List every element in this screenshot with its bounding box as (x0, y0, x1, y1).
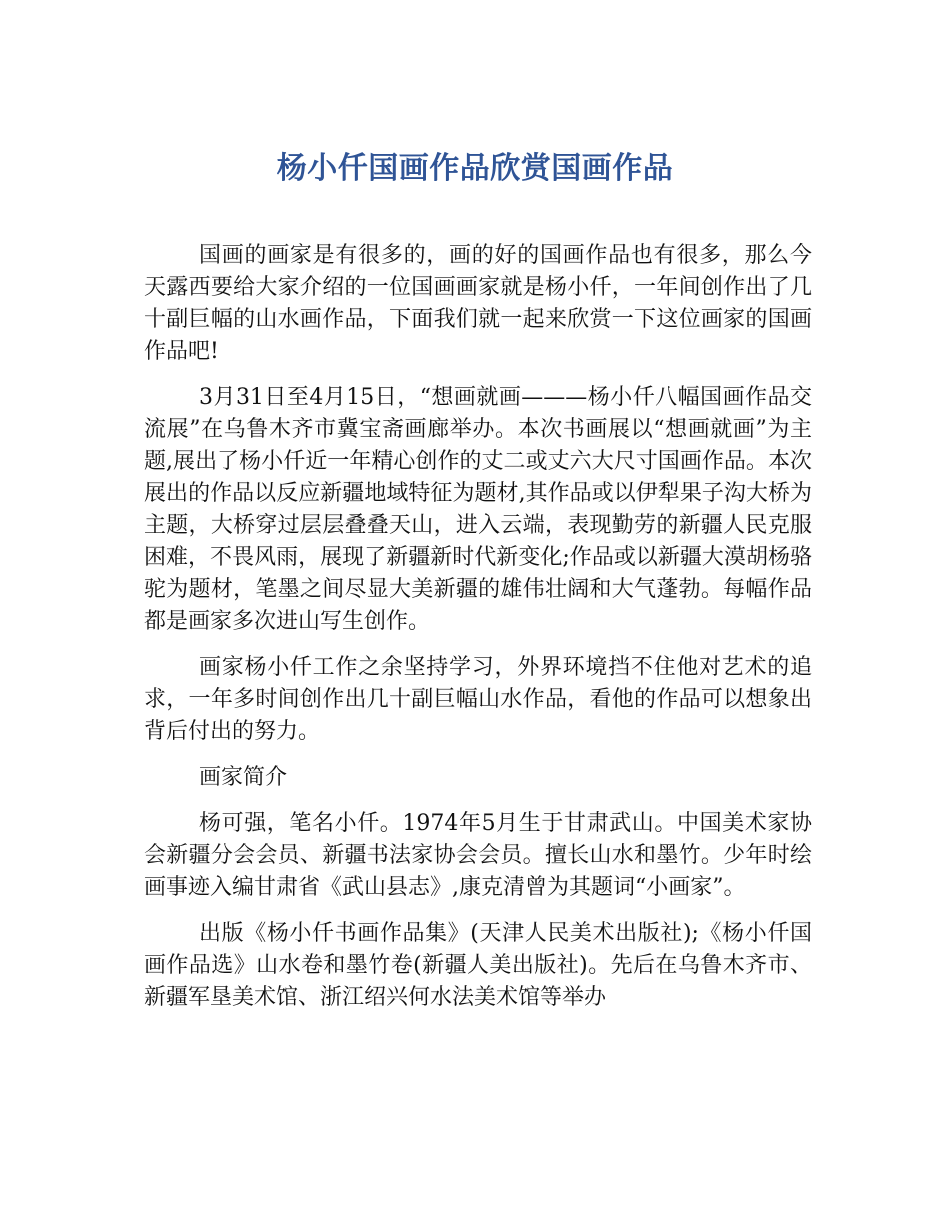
paragraph-exhibition: 3月31日至4月15日，“想画就画———杨小仟八幅国画作品交流展”在乌鲁木齐市冀宝斋画廊举办。本次书画展以“想画就画”为主题,展出了杨小仟近一年精心创作的丈二或丈六大尺寸国画作品。本次展出的作品以反应新疆地域特征为题材,其作品或以伊犁果子沟大桥为主题，大桥穿过层层叠叠天山，进入云端，表现勤劳的新疆人民克服困难，不畏风雨，展现了新疆新时代新变化;作品或以新疆大漠胡杨骆驼为题材，笔墨之间尽显大美新疆的雄伟壮阔和大气蓬勃。每幅作品都是画家多次进山写生创作。 (144, 385, 812, 634)
document-body (144, 240, 812, 1028)
paragraph-study: 画家杨小仟工作之余坚持学习，外界环境挡不住他对艺术的追求，一年多时间创作出几十副巨幅山水作品，看他的作品可以想象出背后付出的努力。 (144, 655, 812, 744)
document-title: 杨小仟国画作品欣赏国画作品 (276, 151, 674, 186)
paragraph-bio: 杨可强，笔名小仟。1974年5月生于甘肃武山。中国美术家协会新疆分会会员、新疆书法家协会会员。擅长山水和墨竹。少年时绘画事迹入编甘肃省《武山县志》,康克清曾为其题词“小画家”。 (144, 811, 812, 900)
paragraph-publications: 出版《杨小仟书画作品集》(天津人民美术出版社);《杨小仟国画作品选》山水卷和墨竹卷(新疆人美出版社)。先后在乌鲁木齐市、新疆军垦美术馆、浙江绍兴何水法美术馆等举办 (144, 921, 812, 1010)
paragraph-intro: 国画的画家是有很多的，画的好的国画作品也有很多，那么今天露西要给大家介绍的一位国画画家就是杨小仟，一年间创作出了几十副巨幅的山水画作品，下面我们就一起来欣赏一下这位画家的国画作品吧! (144, 243, 812, 364)
section-heading-bio: 画家简介 (199, 765, 288, 790)
